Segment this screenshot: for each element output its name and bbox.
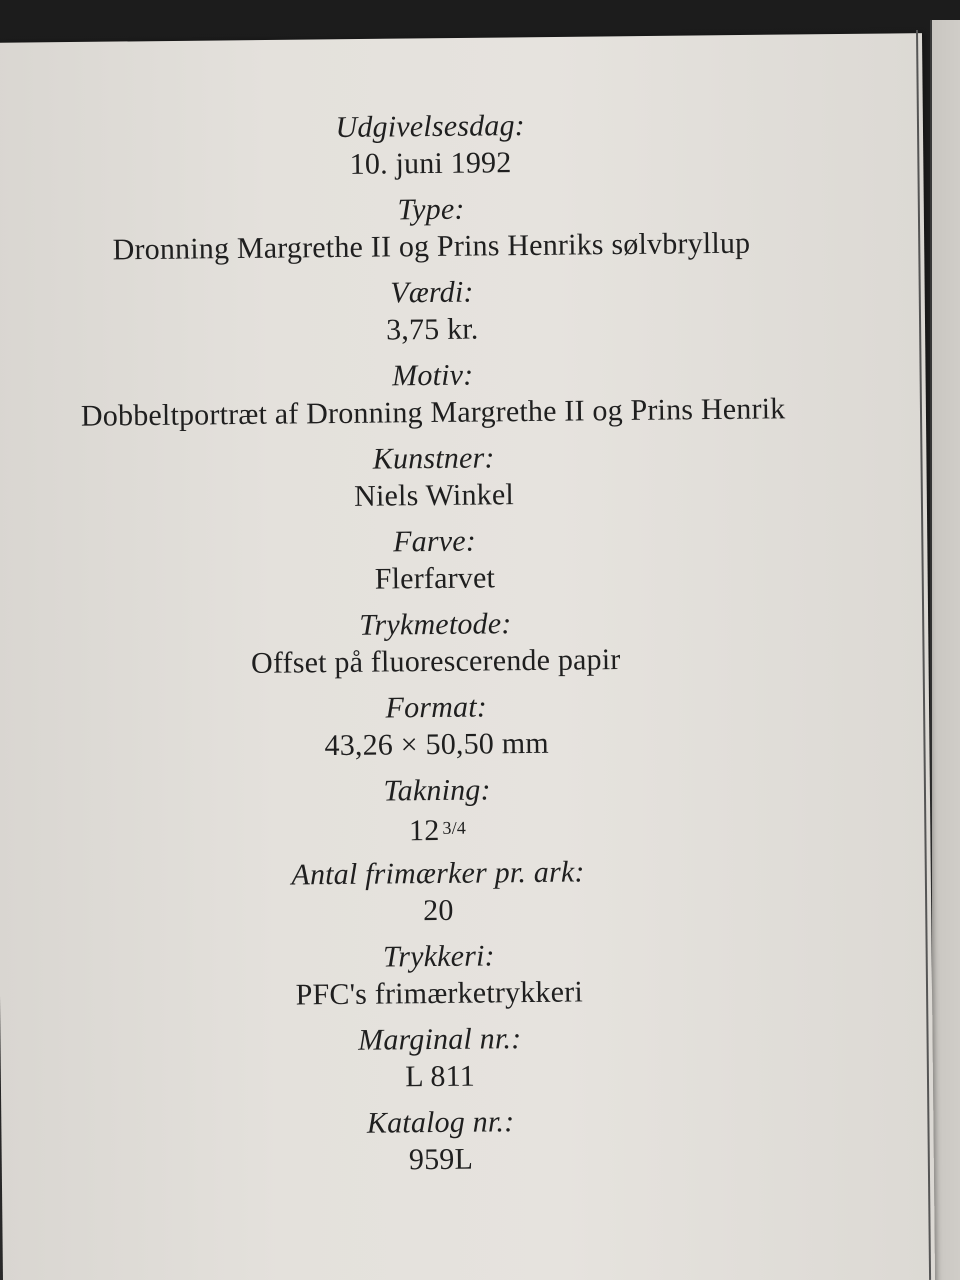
entry-value: 3,75 kr. [385,312,479,347]
entry-value: Niels Winkel [353,478,515,513]
entry-artist [4,435,865,527]
entry-margin-number [10,1016,871,1108]
entry-catalog-number [10,1099,871,1191]
entry-label: Trykkeri: [382,939,495,974]
entry-format [6,684,867,776]
entry-value: 959L [408,1142,474,1177]
entry-printer [9,933,870,1025]
entry-color [4,518,865,610]
entry-label: Trykmetode: [359,607,512,642]
entry-print-method [5,601,866,693]
entry-label: Kunstner: [372,441,495,476]
entry-value: PFC's frimærketrykkeri [295,975,584,1012]
entry-label: Værdi: [390,275,474,310]
entry-motif [3,352,864,444]
entry-label: Format: [385,690,488,725]
entry-label: Antal frimærker pr. ark: [291,855,585,892]
entry-value: Dobbeltportræt af Dronning Margrethe II og Prins Henrik [80,392,786,433]
entry-issue-date [0,103,861,195]
entry-value: Flerfarvet [374,561,496,596]
entry-stamps-per-sheet [8,850,869,942]
entry-perforation [7,767,868,859]
entry-label: Type: [397,192,465,227]
entry-label: Takning: [383,773,491,808]
adjacent-page [930,20,960,1280]
stamp-details-list [0,103,871,1191]
entry-value [7,805,867,853]
entry-value-price [2,269,863,361]
entry-value: Dronning Margrethe II og Prins Henriks sølvbryllup [112,226,751,267]
entry-value: Offset på fluorescerende papir [250,643,621,680]
entry-value: L 811 [405,1059,476,1094]
entry-label: Udgivelsesdag: [335,109,526,144]
entry-label: Motiv: [392,358,474,393]
entry-value: 43,26 × 50,50 mm [324,726,549,763]
entry-label: Katalog nr.: [366,1105,515,1140]
entry-label: Marginal nr.: [357,1022,522,1057]
entry-value: 10. juni 1992 [349,146,512,181]
perforation-whole: 12 [408,813,440,848]
entry-label: Farve: [392,524,477,559]
entry-value: 20 [423,893,454,928]
entry-type [1,186,862,278]
perforation-fraction: 3/4 [442,817,467,838]
